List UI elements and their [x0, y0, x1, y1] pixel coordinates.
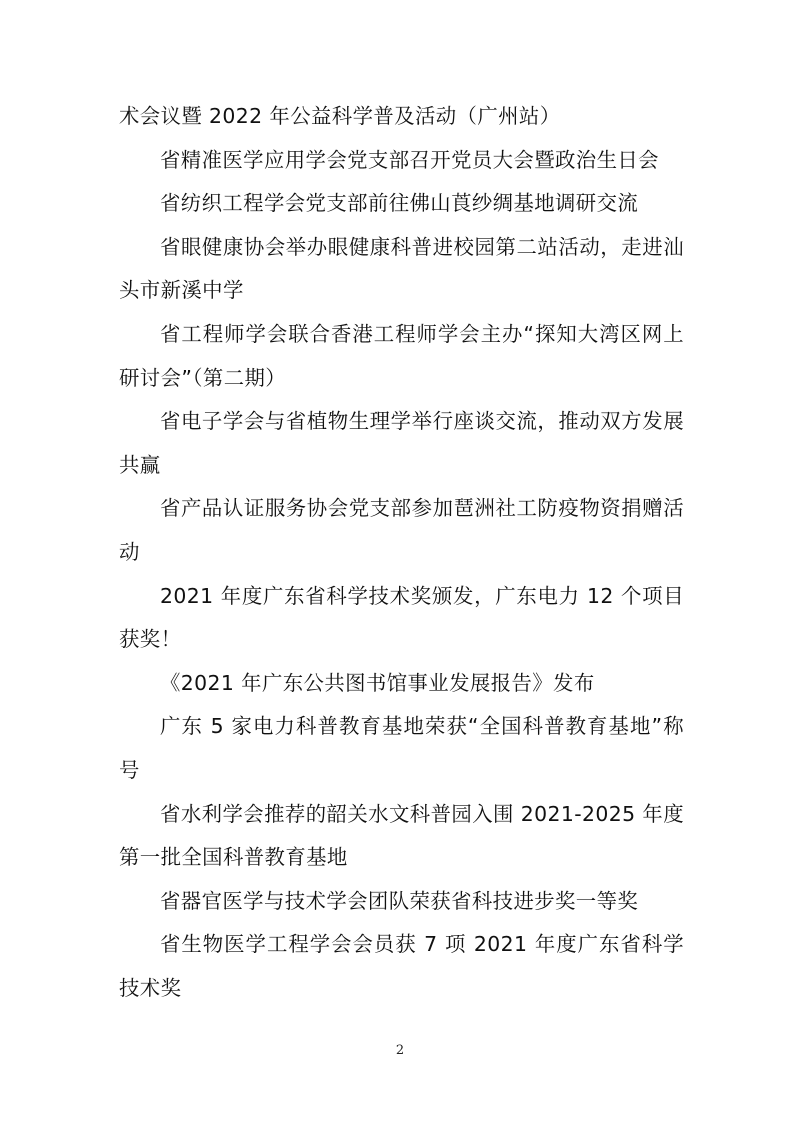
- news-item: 省纺织工程学会党支部前往佛山莨纱绸基地调研交流: [160, 191, 639, 216]
- news-item: 省生物医学工程学会会员获 7 项 2021 年度广东省科学技术奖: [119, 932, 684, 1000]
- news-item: 广东 5 家电力科普教育基地荣获“全国科普教育基地”称号: [119, 714, 684, 782]
- news-list: [119, 95, 684, 1010]
- news-item: 省工程师学会联合香港工程师学会主办“探知大湾区网上研讨会”（第二期）: [119, 321, 684, 390]
- news-item: 2021 年度广东省科学技术奖颁发，广东电力 12 个项目获奖！: [119, 583, 684, 652]
- news-item: 省产品认证服务协会党支部参加琶洲社工防疫物资捐赠活动: [119, 496, 684, 564]
- news-item: 《2021 年广东公共图书馆事业发展报告》发布: [160, 670, 595, 695]
- page-number: 2: [395, 1043, 405, 1058]
- news-item: 省精准医学应用学会党支部召开党员大会暨政治生日会: [160, 147, 659, 172]
- news-item: 省水利学会推荐的韶关水文科普园入围 2021-2025 年度第一批全国科普教育基地: [119, 801, 684, 870]
- news-item: 省电子学会与省植物生理学举行座谈交流，推动双方发展共赢: [119, 409, 684, 477]
- news-item: 省器官医学与技术学会团队荣获省科技进步奖一等奖: [160, 888, 639, 913]
- news-item: 省眼健康协会举办眼健康科普进校园第二站活动，走进汕头市新溪中学: [119, 234, 684, 303]
- paragraph-continuation: 术会议暨 2022 年公益科学普及活动（广州站）: [119, 104, 561, 128]
